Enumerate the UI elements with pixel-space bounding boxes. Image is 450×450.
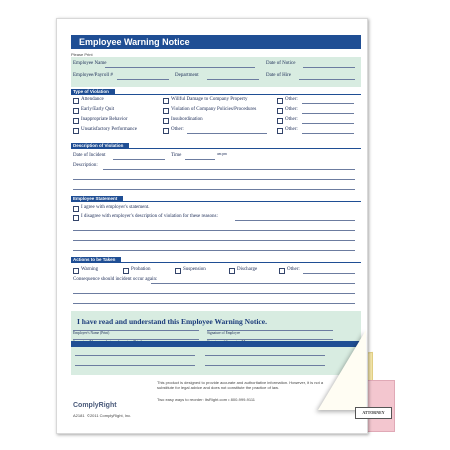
action-label: Warning [81,267,99,272]
section-description-of-violation [71,143,361,149]
checkbox-other-3[interactable] [277,118,283,124]
checkbox-willful-damage[interactable] [163,98,169,104]
am-pm-label: am pm [217,152,227,156]
statement-line[interactable] [235,220,355,221]
section-title: Employee Statement [71,196,123,202]
violation-label: Willful Damage to Company Property [171,97,248,102]
checkbox-other-4[interactable] [277,128,283,134]
checkbox-other-2[interactable] [277,108,283,114]
section-title: Description of Violation [71,143,129,149]
other-action-field[interactable] [303,273,355,274]
page-curl [318,330,366,410]
violation-label: Unsatisfactory Performance [81,127,137,132]
disclaimer-text: This product is designed to provide accurate and authoritative information. However, it is not a substitute for legal advice and does not constitute the practice of law. [157,380,324,390]
checkbox-other-1[interactable] [277,98,283,104]
date-of-notice-label: Date of Notice [266,61,296,66]
employee-name-label: Employee Name [73,61,107,66]
section-title: Type of Violation [71,89,115,95]
checkbox-insubordination[interactable] [163,118,169,124]
time-label: Time [171,153,182,158]
statement-line[interactable] [73,250,355,251]
other-4-field[interactable] [302,133,354,134]
checkbox-unsatisfactory-performance[interactable] [73,128,79,134]
disagree-label: I disagree with employer's description of violation for these reasons: [81,214,218,219]
date-of-hire-label: Date of Hire [266,73,291,78]
routing-line[interactable] [75,355,195,356]
section-employee-statement [71,196,361,202]
statement-line[interactable] [73,230,355,231]
violation-label: Other: [171,127,184,132]
violation-label: Other: [285,127,298,132]
violation-label: Early/Early Quit [81,107,115,112]
date-of-notice-field[interactable] [303,67,355,68]
date-of-incident-field[interactable] [113,159,165,160]
routing-line[interactable] [205,365,325,366]
routing-line[interactable] [205,355,325,356]
signature-caption: Signature of Employee [207,331,241,335]
other-1-field[interactable] [302,103,354,104]
statement-line[interactable] [73,240,355,241]
employee-payroll-field[interactable] [117,79,169,80]
description-line[interactable] [73,179,355,180]
checkbox-probation[interactable] [123,268,129,274]
checkbox-suspension[interactable] [175,268,181,274]
acknowledgement-heading: I have read and understand this Employee Warning Notice. [77,317,267,326]
checkbox-early-quit[interactable] [73,108,79,114]
violation-label: Inappropriate Behavior [81,117,128,122]
violation-label: Insubordination [171,117,203,122]
consequence-line[interactable] [151,283,355,284]
action-label: Other: [287,267,300,272]
product-code: A2181 [73,413,85,418]
checkbox-inappropriate-behavior[interactable] [73,118,79,124]
date-of-hire-field[interactable] [299,79,355,80]
action-label: Suspension [183,267,206,272]
time-field[interactable] [185,159,215,160]
section-actions-to-be-taken [71,257,361,263]
violation-label: Attendance [81,97,104,102]
please-print-note: Please Print [71,52,93,57]
routing-line[interactable] [75,365,195,366]
consequence-line[interactable] [73,303,355,304]
employee-info-block [71,57,361,87]
checkbox-policy-violation[interactable] [163,108,169,114]
section-title: Actions to be Taken [71,257,121,263]
agree-label: I agree with employer's statement. [81,205,150,210]
violation-label: Violation of Company Policies/Procedures [171,107,257,112]
action-label: Probation [131,267,151,272]
employee-payroll-label: Employee/Payroll # [73,73,113,78]
checkbox-other-mid[interactable] [163,128,169,134]
violation-label: Other: [285,117,298,122]
department-label: Department [175,73,199,78]
checkbox-attendance[interactable] [73,98,79,104]
checkbox-discharge[interactable] [229,268,235,274]
violation-label: Other: [285,97,298,102]
section-type-of-violation [71,89,361,95]
signature-caption: Employee's Name (Print) [73,331,110,335]
department-field[interactable] [207,79,259,80]
other-mid-field[interactable] [187,133,267,134]
copyright-text: ©2011 ComplyRight, Inc. [87,413,132,418]
complyright-logo: ComplyRight [73,402,117,409]
description-label: Description: [73,163,98,168]
violation-label: Other: [285,107,298,112]
form-title: Employee Warning Notice [71,35,361,49]
checkbox-disagree[interactable] [73,215,79,221]
other-3-field[interactable] [302,123,354,124]
description-line[interactable] [73,189,355,190]
consequence-line[interactable] [73,293,355,294]
checkbox-agree[interactable] [73,206,79,212]
reorder-text: Two easy ways to reorder: ItsRight.com • 800-999-9111 [157,397,255,402]
other-2-field[interactable] [302,113,354,114]
attorney-badge: ATTORNEY [355,407,392,419]
date-of-incident-label: Date of Incident [73,153,106,158]
consequence-label: Consequence should incident occur again: [73,277,158,282]
employee-name-field[interactable] [105,67,255,68]
checkbox-other-action[interactable] [279,268,285,274]
checkbox-warning[interactable] [73,268,79,274]
action-label: Discharge [237,267,258,272]
description-line[interactable] [103,169,355,170]
